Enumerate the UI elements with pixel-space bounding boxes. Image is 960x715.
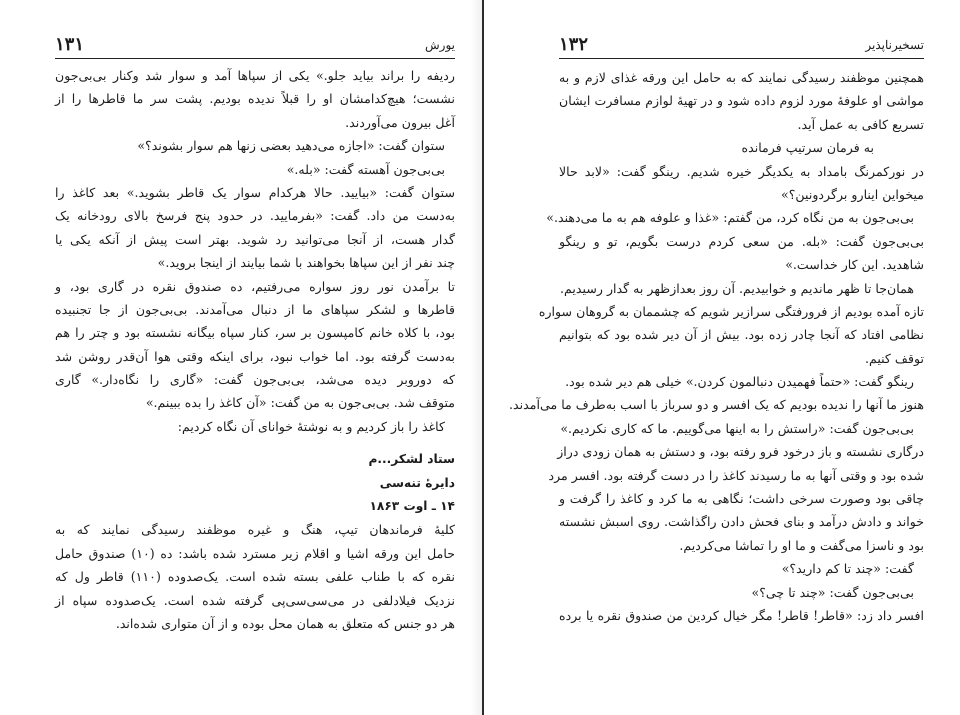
text-line: ستوان گفت: «اجازه می‌دهید بعضی زنها هم سوار بشوند؟»	[137, 138, 445, 154]
text-line: تسریع کافی به عمل آید.	[797, 116, 924, 132]
text-line: حامل این ورقه اشیا و اقلام زیر مسترد شده باشد: ده (۱۰) صندوق حامل	[55, 545, 455, 561]
text-line: کلیهٔ فرماندهان تیپ، هنگ و غیره موظفند رسیدگی نمایند که به	[55, 522, 455, 538]
text-line: آغل بیرون می‌آوردند.	[345, 114, 455, 130]
text-line: خواند و دادش درآمد و بنای فحش دادن راگذاشت. روی اسبش نشسته	[559, 514, 924, 530]
text-line: تا برآمدن نور روز سواره می‌رفتیم، ده صندوق نقره در گاری بود، و	[55, 278, 455, 294]
right-page	[484, 0, 960, 715]
text-line: افسر داد زد: «قاطر! قاطر! مگر خیال کردین من صندوق نقره یا برده	[559, 607, 924, 623]
text-line: گدار هست، از آنجا می‌توانید رد شوید. بهتر است پیش از آنکه یکی یا	[55, 231, 455, 247]
right-running-title: تسخیرناپذیر	[865, 38, 924, 52]
text-line: هنوز ما آنها را ندیده بودیم که یک افسر و دو سرباز با اسب به‌طرف ما می‌آمدند.	[509, 397, 924, 413]
text-line: بی‌بی‌جون به من نگاه کرد، من گفتم: «غذا و علوفه هم به ما می‌دهند.»	[546, 210, 914, 226]
document-heading-line: دایرهٔ تنه‌سی	[379, 475, 455, 490]
text-line: بی‌بی‌جون آهسته گفت: «بله.»	[286, 161, 445, 177]
text-line: به فرمان سرتیپ فرمانده	[741, 140, 874, 156]
document-heading-line: ۱۴ ـ اوت ۱۸۶۳	[369, 499, 455, 514]
text-line: نزدیک فیلادلفی در می‌سی‌سی‌پی گرفته شده است. یک‌صدوده سپاه از	[55, 592, 455, 608]
text-line: بی‌بی‌جون گفت: «چند تا چی؟»	[751, 584, 914, 600]
text-line: بی‌بی‌جون گفت: «بله. من سعی کردم درست بگویم، تو و رینگو	[559, 233, 924, 249]
text-line: نشست؛ هیچ‌کدامشان او را قبلاً ندیده بودیم. پشت سر ما قاطرها را از	[55, 91, 455, 107]
spacer	[55, 438, 455, 448]
text-line: در نورکمرنگ بامداد به یکدیگر خیره شدیم. رینگو گفت: «لابد حالا	[559, 163, 924, 179]
text-line: همان‌جا تا ظهر ماندیم و خوابیدیم. آن روز بعدازظهر به گدار رسیدیم.	[560, 280, 914, 296]
text-line: تازه آمده بودیم از فرورفتگی سرازیر شویم که چشممان به گروهان سواره	[538, 303, 924, 319]
text-line: به‌دست گرفته بود. اما خواب نبود، برای اینکه وقتی هوا آن‌قدر روشن شد	[55, 348, 455, 364]
right-page-text	[509, 66, 924, 627]
text-line: هر دو جنس که متعلق به همان محل بوده و از آن متواری شده‌اند.	[115, 615, 455, 631]
text-line: شده بود و وقتی آنها به ما رسیدند کاغذ را در دست گرفته بود. افسر مرد	[548, 467, 924, 483]
text-line: همچنین موظفند رسیدگی نمایند که به حامل این ورقه غذای لازم و به	[559, 70, 924, 85]
right-page-header	[559, 34, 924, 58]
document-heading-line: ستاد لشکر...م	[368, 452, 455, 467]
text-line: بود، با کلاه خانم کامپسون بر سر، کنار سپاه بیگانه نشسته بود و چتر را هم	[55, 325, 455, 341]
text-line: متوقف شد. بی‌بی‌جون به من گفت: «آن کاغذ را بده ببینم.»	[145, 395, 455, 411]
text-line: ستوان گفت: «بیایید. حالا هرکدام سوار یک قاطر بشوید.» بعد کاغذ را	[55, 184, 455, 200]
text-line: چاقی بود وصورت سرخی داشت؛ نگاهی به ما کرد و کاغذ را گرفت و	[559, 491, 924, 507]
right-header-rule	[559, 58, 924, 59]
text-line: به‌دست من داد. گفت: «بفرمایید. در حدود پنج فرسخ بالای رودخانه یک	[55, 208, 455, 224]
text-line: گفت: «چند تا کم دارید؟»	[781, 561, 914, 577]
left-header-rule	[55, 58, 455, 59]
text-line: کاغذ را باز کردیم و به نوشتهٔ خوانای آن نگاه کردیم:	[177, 418, 445, 434]
text-line: بود و ناسزا می‌گفت و ما او را تماشا می‌کردیم.	[679, 537, 924, 553]
left-running-title: یورش	[425, 38, 455, 52]
text-line: بی‌بی‌جون گفت: «راستش را به اینها می‌گوییم. ما که کاری نکردیم.»	[560, 420, 914, 436]
left-page-text	[55, 64, 455, 635]
left-page-number: ۱۳۱	[55, 34, 85, 55]
text-line: که دوروبر دیده می‌شد، بی‌بی‌جون گفت: «گاری را نگاه‌دار.» گاری	[55, 372, 455, 388]
text-line: چند نفر از این سپاها بخواهند با شما بیایند از اینجا بروید.»	[157, 255, 455, 271]
text-line: توقف کنیم.	[864, 350, 924, 366]
right-page-number: ۱۳۲	[559, 34, 589, 55]
text-line: شاهدید. این کار خداست.»	[785, 257, 924, 273]
text-line: قاطرها و لشکر سپاهای ما از دنبال می‌آمدند. بی‌بی‌جون از جا تجنبیده	[55, 301, 455, 317]
text-line: نقره که با طناب علفی بسته شده است. یک‌صدوده (۱۱۰) قاطر ول که	[55, 569, 455, 585]
text-line: رینگو گفت: «حتماً فهمیدن دنبالمون کردن.» خیلی هم دیر شده بود.	[565, 374, 914, 390]
left-page-header	[55, 34, 455, 58]
text-line: میخواین اینارو برگردونین؟»	[781, 186, 924, 202]
text-line: ردیفه را براند بیاید جلو.» یکی از سپاها آمد و سوار شد وکنار بی‌بی‌جون	[55, 68, 455, 83]
text-line: درگاری نشسته و باز درخود فرو رفته بود، و دستش به همان زودی دراز	[557, 444, 924, 460]
text-line: مواشی او علوفهٔ مورد لزوم داده شود و در تهیهٔ لوازم مسافرت ایشان	[559, 93, 924, 109]
text-line: نظامی افتاد که آنجا چادر زده بود. بیش از آن دیر شده بود که بتوانیم	[559, 327, 924, 343]
